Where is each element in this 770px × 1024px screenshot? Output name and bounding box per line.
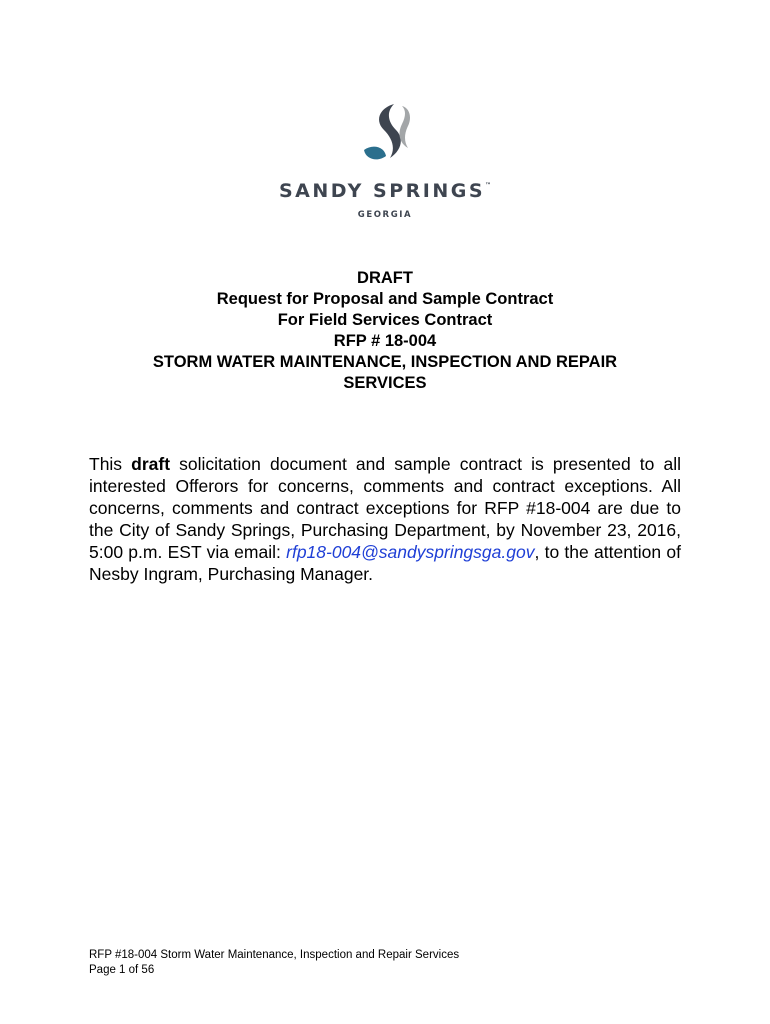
document-title bbox=[80, 268, 690, 394]
draft-emphasis: draft bbox=[131, 454, 171, 474]
footer-title: RFP #18-004 Storm Water Maintenance, Inspection and Repair Services bbox=[89, 949, 460, 961]
draft-notice-paragraph: This draft solicitation document and sample contract is presented to all interested Offerors for concerns, comments and contract exceptions. All concerns, comments and contract exceptions for RFP #18-004 are due to the City of Sandy Springs, Purchasing Department, by November 23, 2016, 5:00 p.m. EST via email: rfp18-004@sandyspringsga.gov, to the attention of Nesby Ingram, Purchasing Manager. bbox=[89, 454, 681, 584]
logo-subtitle: GEORGIA bbox=[357, 210, 413, 220]
title-services-line1: STORM WATER MAINTENANCE, INSPECTION AND REPAIR bbox=[152, 353, 618, 371]
page-footer bbox=[89, 948, 459, 978]
logo-wordmark: SANDY SPRINGS™ bbox=[278, 180, 492, 202]
title-draft: DRAFT bbox=[357, 269, 413, 287]
sandy-springs-logo bbox=[0, 100, 770, 220]
sandy-springs-logo-icon bbox=[350, 100, 420, 170]
title-request: Request for Proposal and Sample Contract bbox=[216, 290, 554, 308]
title-rfp-number: RFP # 18-004 bbox=[333, 332, 437, 350]
title-contract: For Field Services Contract bbox=[277, 311, 493, 329]
email-link[interactable]: rfp18-004@sandyspringsga.gov bbox=[286, 542, 535, 562]
page-number: Page 1 of 56 bbox=[89, 964, 155, 976]
title-services-line2: SERVICES bbox=[343, 374, 427, 392]
